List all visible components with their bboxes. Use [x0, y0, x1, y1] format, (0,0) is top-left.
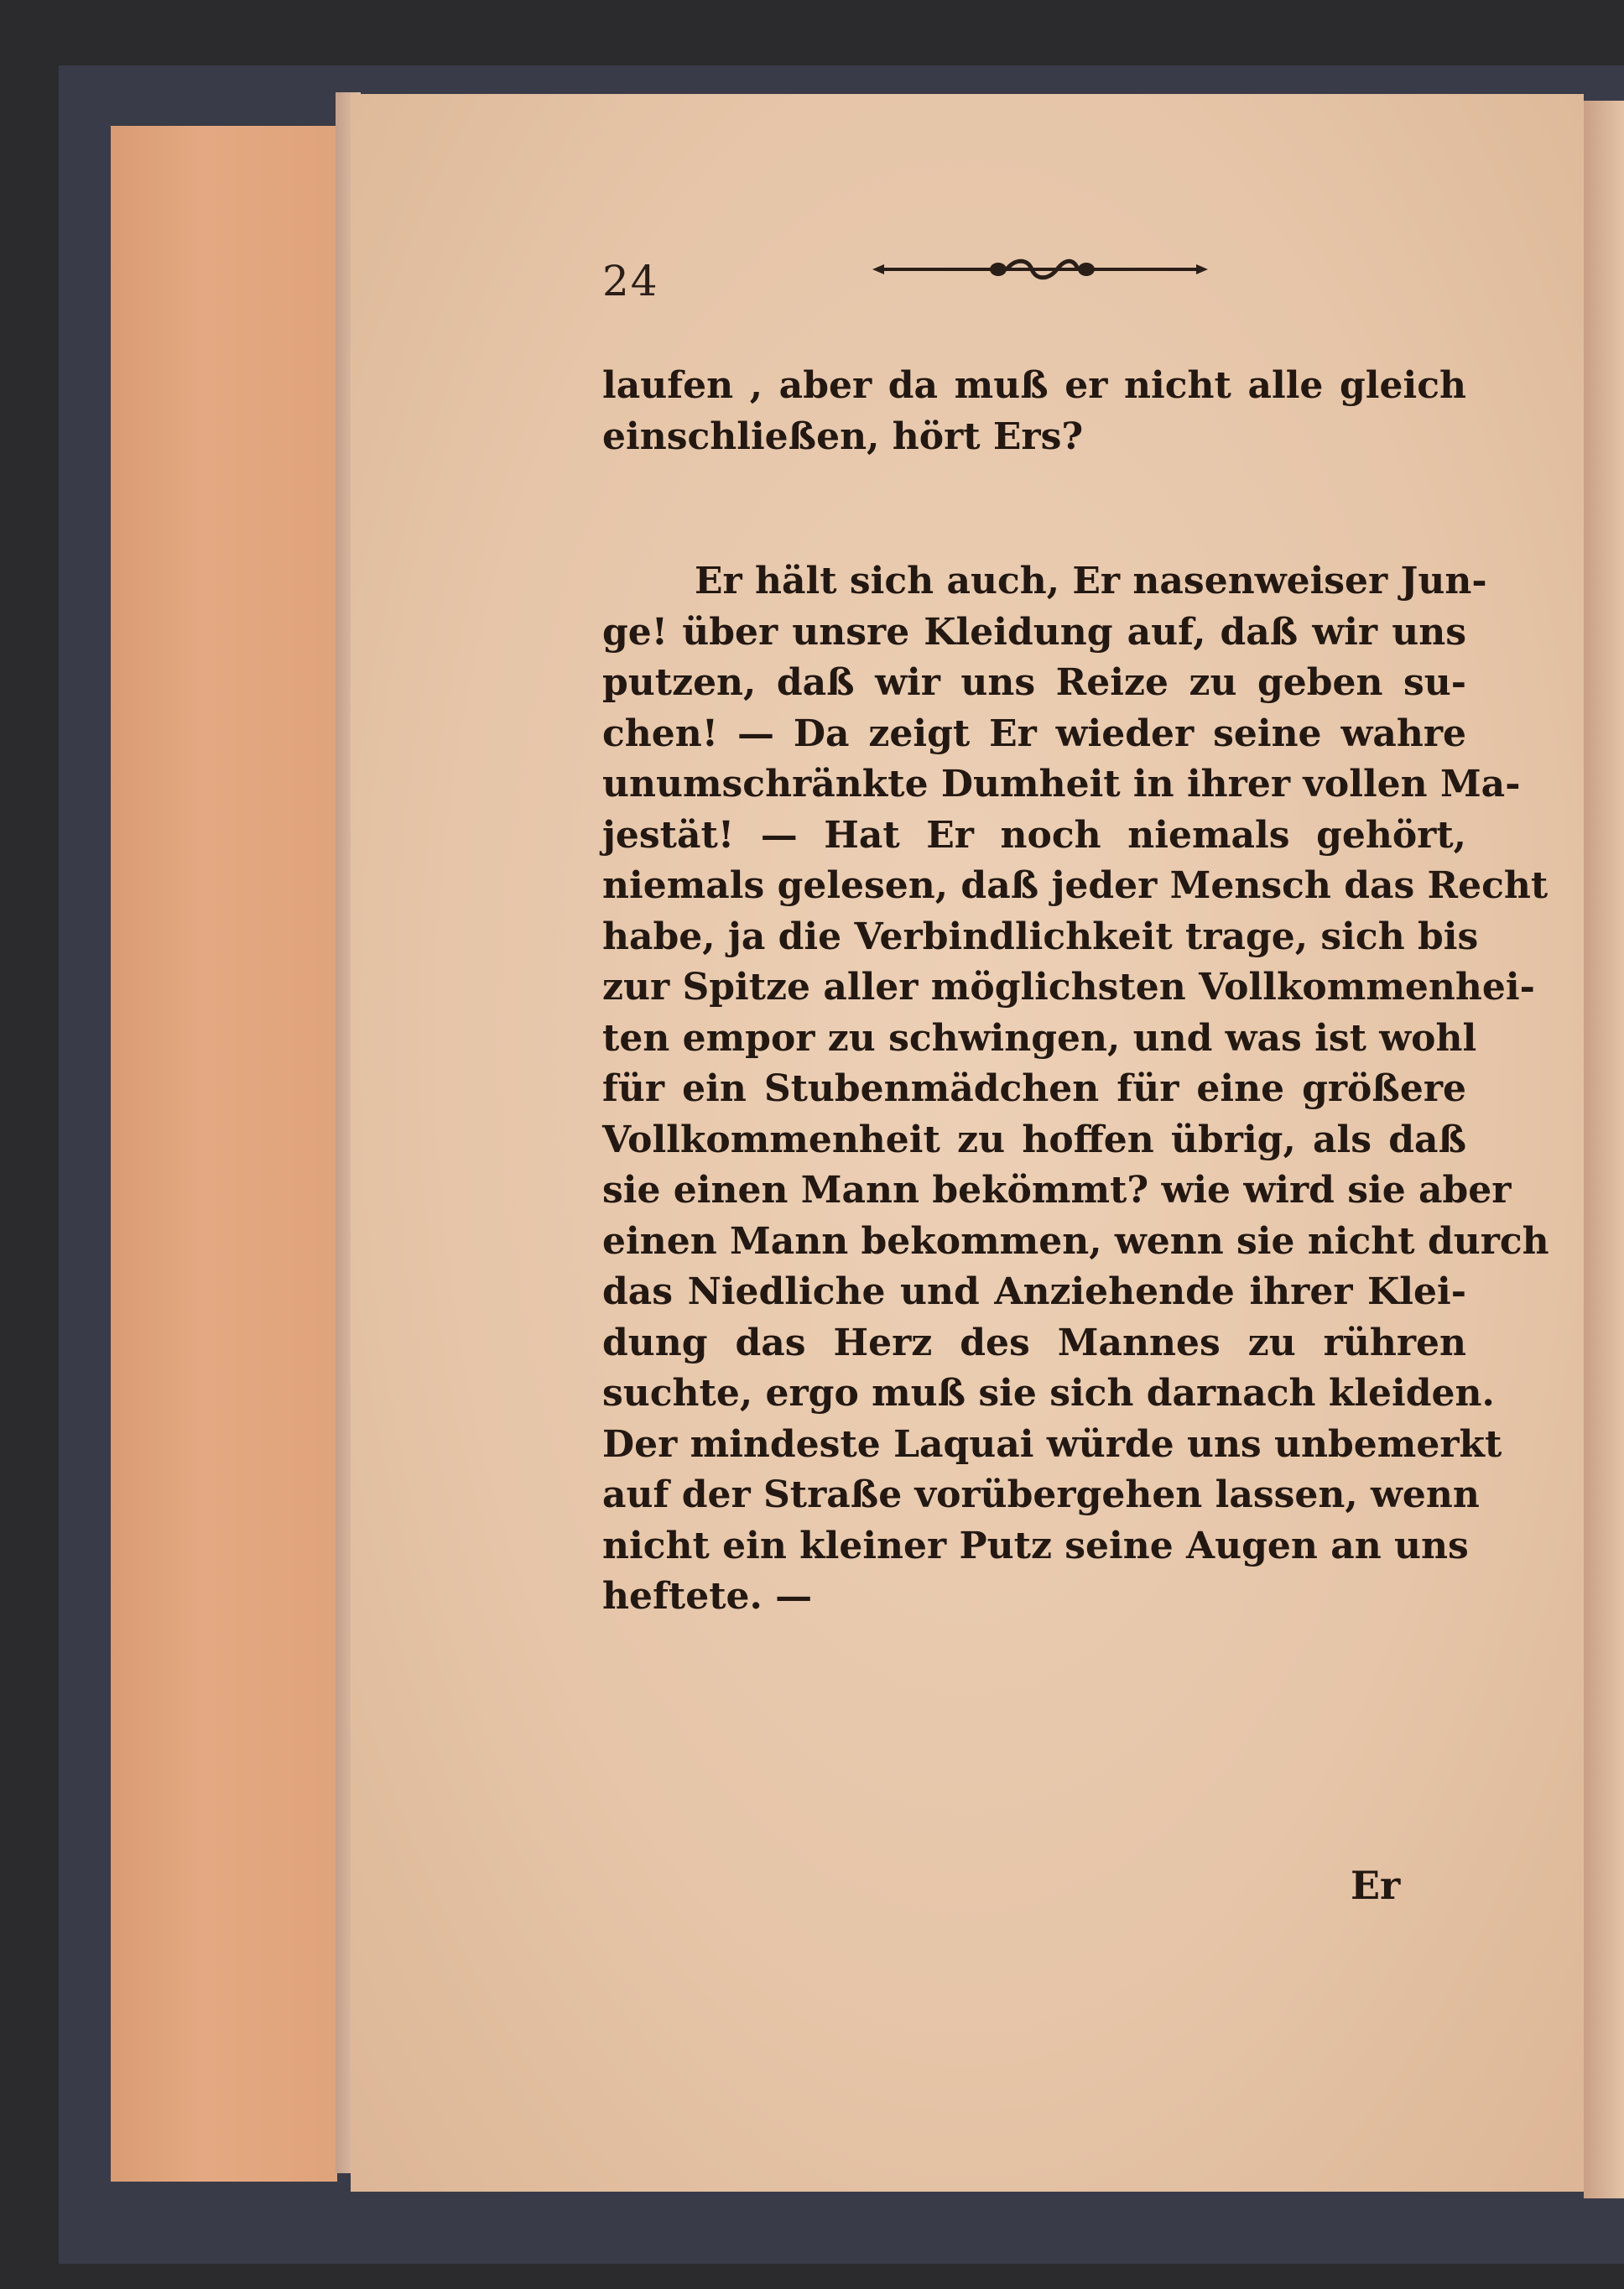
text-line: chen! — Da zeigt Er wieder seine wahre	[602, 712, 1466, 755]
text-line: niemals gelesen, daß jeder Mensch das Recht	[602, 864, 1549, 907]
text-line: Der mindeste Laquai würde uns unbemerkt	[602, 1422, 1502, 1466]
text-line: ten empor zu schwingen, und was ist wohl	[602, 1016, 1477, 1060]
text-line: dung das Herz des Mannes zu rühren	[602, 1321, 1466, 1364]
text-line: laufen , aber da muß er nicht alle gleich	[602, 364, 1466, 407]
paragraph-1	[602, 361, 1466, 462]
text-line: nicht ein kleiner Putz seine Augen an uns	[602, 1524, 1469, 1567]
text-line: auf der Straße vorübergehen lassen, wenn	[602, 1473, 1480, 1516]
text-line: putzen, daß wir uns Reize zu geben su-	[602, 661, 1466, 704]
header-ornament-icon	[864, 257, 1216, 282]
text-line: einschließen, hört Ers?	[602, 415, 1084, 458]
catchword: Er	[1351, 1863, 1401, 1908]
text-line: Vollkommenheit zu hoffen übrig, als daß	[602, 1118, 1466, 1161]
paragraph-gap	[602, 462, 1466, 556]
facing-page-edge	[1584, 101, 1624, 2198]
paragraph-2	[602, 556, 1549, 1623]
text-line: ge! über unsre Kleidung auf, daß wir uns	[602, 610, 1466, 654]
text-line: suchte, ergo muß sie sich darnach kleiden.	[602, 1372, 1495, 1415]
text-line: sie einen Mann bekömmt? wie wird sie aber	[602, 1169, 1512, 1212]
text-line: unumschränkte Dumheit in ihrer vollen Ma-	[602, 763, 1521, 806]
flyleaf	[111, 126, 337, 2182]
text-line: jestät! — Hat Er noch niemals gehört,	[602, 813, 1466, 857]
text-line: für ein Stubenmädchen für eine größere	[602, 1067, 1466, 1110]
body-text	[602, 361, 1549, 1623]
text-line: zur Spitze aller möglichsten Vollkommenhei-	[602, 966, 1535, 1009]
text-line: heftete. —	[602, 1575, 813, 1618]
text-line: das Niedliche und Anziehende ihrer Klei-	[602, 1270, 1466, 1313]
text-line: habe, ja die Verbindlichkeit trage, sich bis	[602, 915, 1479, 958]
text-line: einen Mann bekommen, wenn sie nicht durch	[602, 1219, 1549, 1263]
text-line: Er hält sich auch, Er nasenweiser Jun-	[695, 560, 1487, 602]
page-number: 24	[602, 257, 659, 305]
